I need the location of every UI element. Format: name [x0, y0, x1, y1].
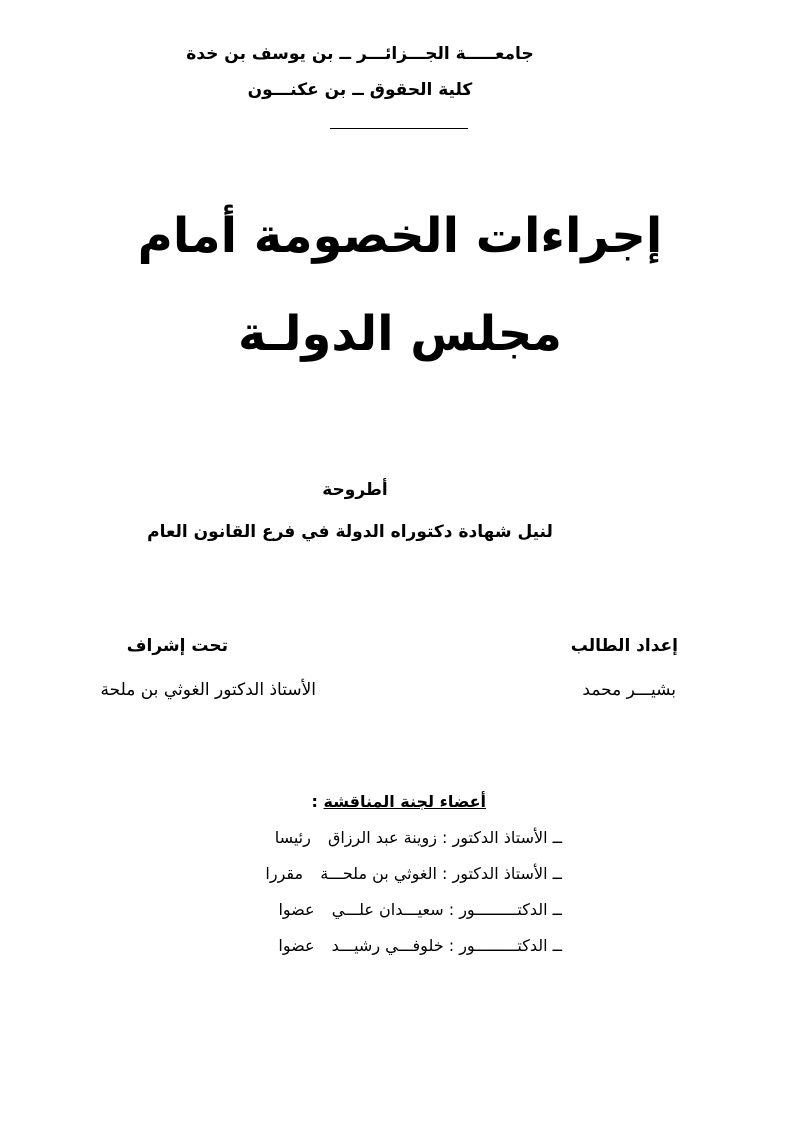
committee-member-role: مقررا — [265, 864, 304, 883]
committee-member-name: ــ الأستاذ الدكتور : زوينة عبد الرزاق — [327, 828, 562, 847]
committee-member-role: عضوا — [278, 900, 315, 919]
university-name: جامعـــــة الجـــزائـــر ــ بن يوسف بن خدة — [186, 44, 534, 64]
thesis-type-label: أطروحة — [322, 480, 388, 500]
committee-member-3 — [278, 900, 562, 919]
thesis-degree-purpose: لنيل شهادة دكتوراه الدولة في فرع القانون العام — [147, 522, 553, 542]
committee-heading-colon: : — [311, 792, 324, 811]
committee-member-name: ــ الدكتـــــــــور : خلوفـــي رشيـــد — [331, 936, 562, 955]
committee-member-role: عضوا — [278, 936, 315, 955]
student-name: بشيـــر محمد — [582, 680, 676, 700]
committee-member-role: رئيسا — [274, 828, 311, 847]
committee-member-name: ــ الأستاذ الدكتور : الغوثي بن ملحـــة — [320, 864, 562, 883]
thesis-title-line-1: إجراءات الخصومة أمام — [137, 208, 663, 264]
committee-member-4 — [278, 936, 562, 955]
committee-member-2 — [265, 864, 562, 883]
header-divider — [330, 128, 468, 129]
committee-heading — [312, 792, 486, 811]
committee-member-1 — [275, 828, 562, 847]
supervisor-label: تحت إشراف — [126, 636, 228, 656]
supervisor-name: الأستاذ الدكتور الغوثي بن ملحة — [100, 680, 316, 700]
committee-member-name: ــ الدكتـــــــــور : سعيـــدان علـــي — [331, 900, 562, 919]
committee-heading-text: أعضاء لجنة المناقشة — [323, 792, 486, 811]
student-label: إعداد الطالب — [570, 636, 678, 656]
thesis-title-line-2: مجلس الدولـة — [237, 306, 563, 362]
faculty-name: كلية الحقوق ــ بن عكنـــون — [247, 80, 473, 100]
